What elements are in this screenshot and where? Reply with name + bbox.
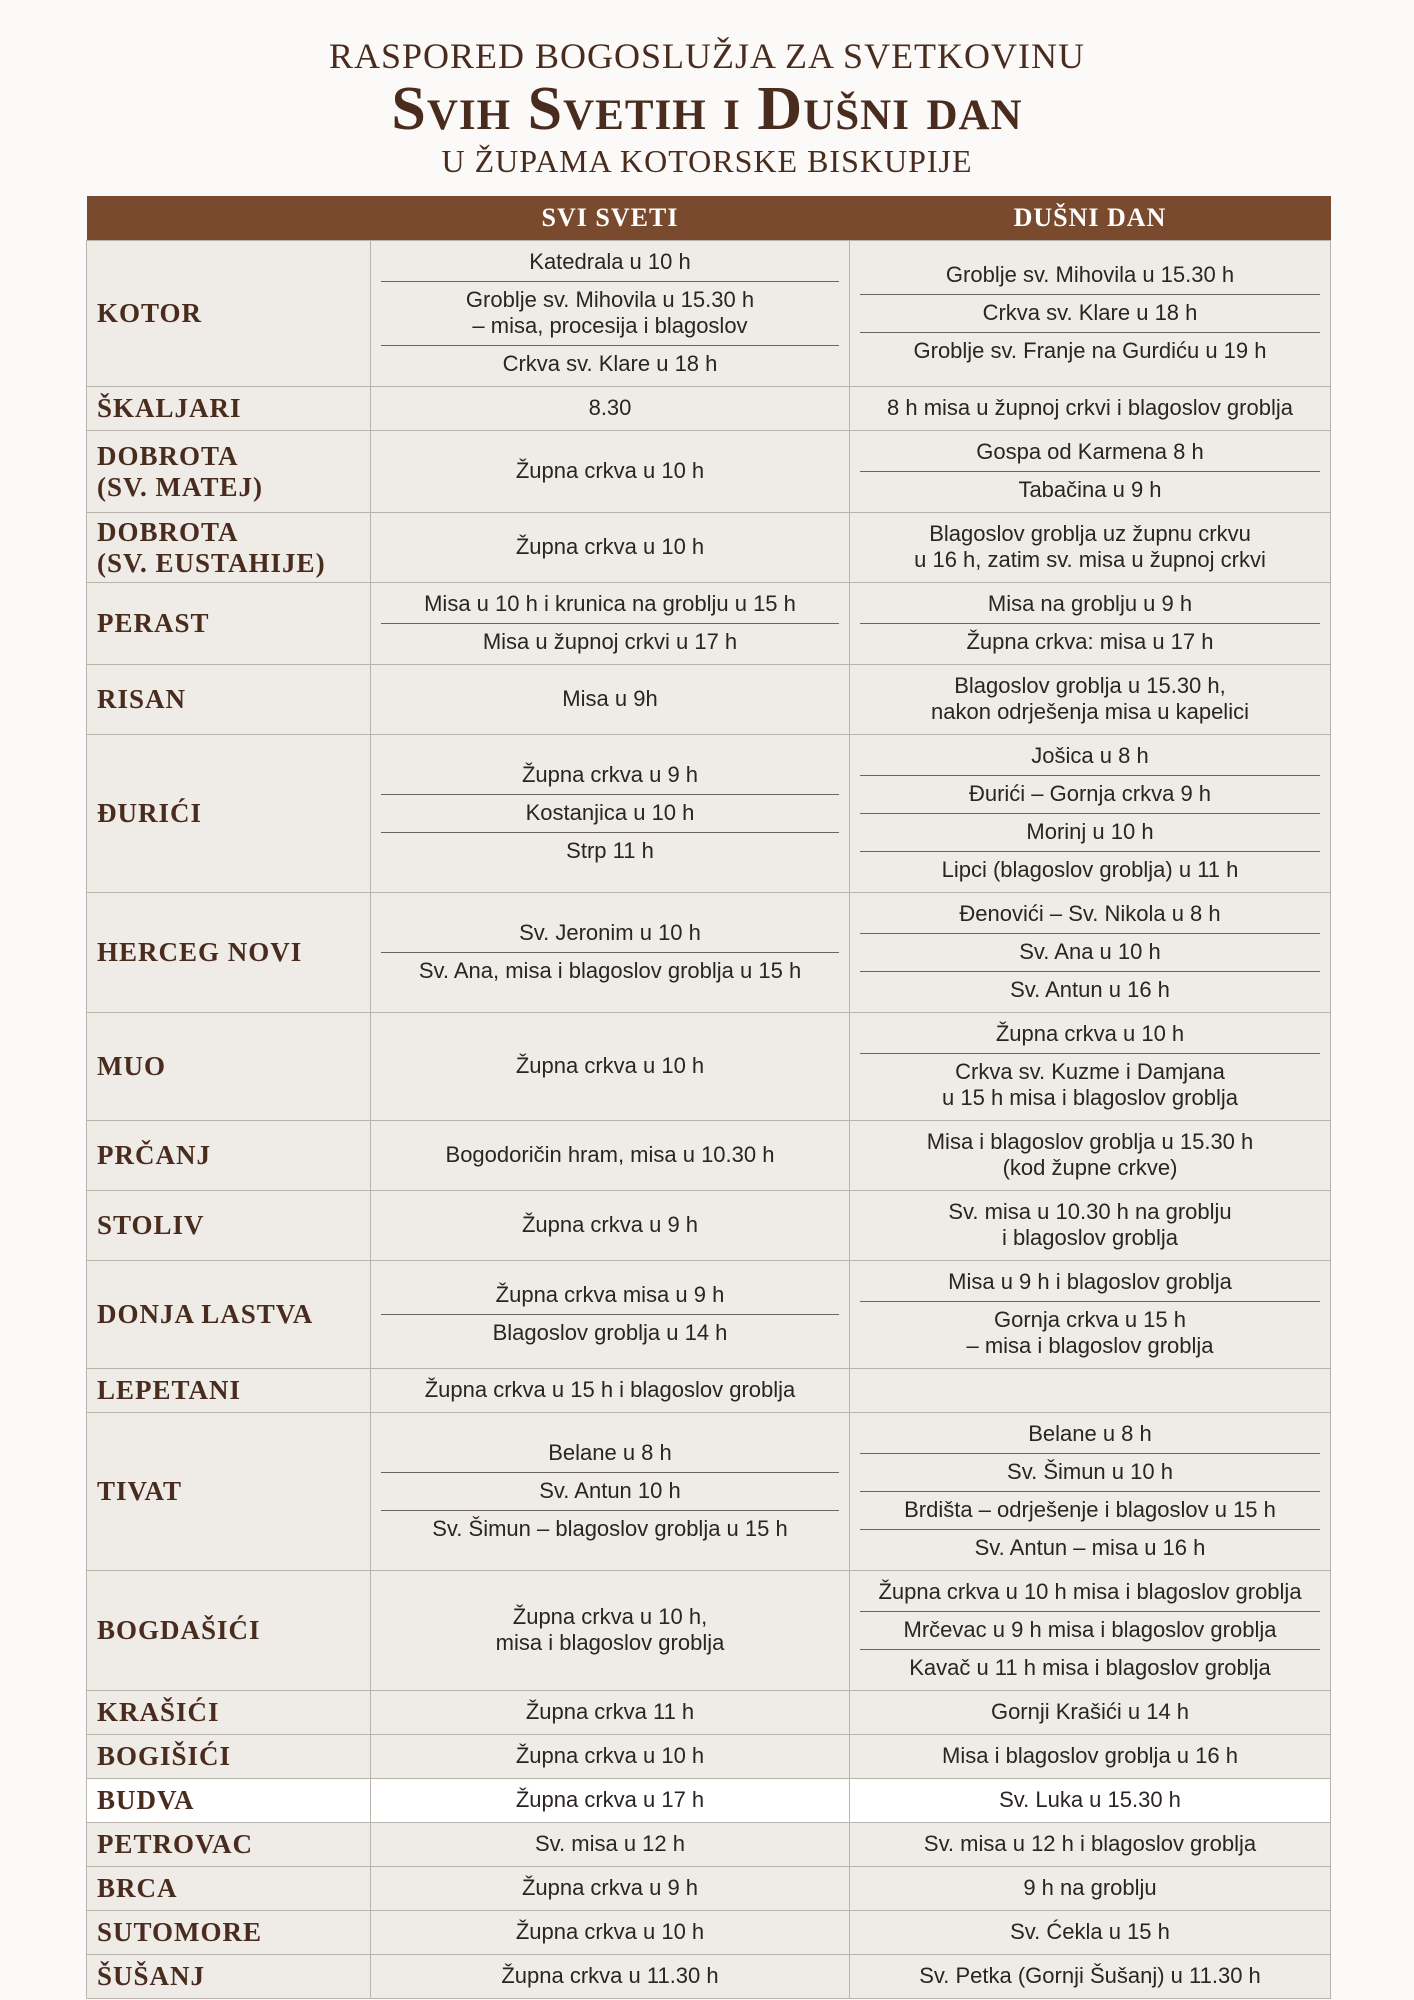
svi-sveti-cell [371, 1121, 850, 1191]
schedule-entry: Kostanjica u 10 h [381, 795, 839, 833]
dusni-dan-cell [850, 1261, 1331, 1369]
svi-sveti-cell [371, 1191, 850, 1261]
dusni-dan-cell [850, 893, 1331, 1013]
table-row [87, 387, 1331, 431]
schedule-entry: Brdišta – odrješenje i blagoslov u 15 h [860, 1492, 1320, 1530]
schedule-entry: Bogodoričin hram, misa u 10.30 h [445, 1142, 775, 1167]
svi-sveti-cell [371, 1369, 850, 1413]
svi-sveti-cell [371, 1013, 850, 1121]
dusni-dan-cell [850, 431, 1331, 513]
schedule-entry: Sv. Šimun u 10 h [860, 1454, 1320, 1492]
schedule-entry: Župna crkva misa u 9 h [381, 1277, 839, 1315]
schedule-entry: Misa u župnoj crkvi u 17 h [482, 629, 738, 654]
schedule-entry: Groblje sv. Mihovila u 15.30 h [860, 257, 1320, 295]
table-row [87, 1413, 1331, 1571]
schedule-entry: Sv. Luka u 15.30 h [999, 1787, 1181, 1812]
svi-sveti-cell [371, 387, 850, 431]
svi-sveti-cell [371, 665, 850, 735]
dusni-dan-cell [850, 1369, 1331, 1413]
schedule-entry: 9 h na groblju [1023, 1875, 1157, 1900]
header-dusni-dan: DUŠNI DAN [850, 196, 1331, 241]
table-header-row [87, 196, 1331, 241]
schedule-entry: Sv. misa u 12 h i blagoslov groblja [923, 1831, 1257, 1856]
schedule-entry: Sv. Ana, misa i blagoslov groblja u 15 h [418, 958, 802, 983]
dusni-dan-cell [850, 1823, 1331, 1867]
dusni-dan-cell [850, 513, 1331, 583]
parish-name: KOTOR [87, 241, 371, 387]
schedule-entry: Sv. misa u 10.30 h na groblju i blagoslov groblja [948, 1199, 1232, 1250]
schedule-entry: 8.30 [588, 395, 632, 420]
parish-name: STOLIV [87, 1191, 371, 1261]
schedule-entry: Misa u 9 h i blagoslov groblja [860, 1264, 1320, 1302]
schedule-entry: Strp 11 h [566, 838, 654, 863]
svi-sveti-cell [371, 1779, 850, 1823]
svi-sveti-cell [371, 1571, 850, 1691]
table-row [87, 1191, 1331, 1261]
header-blank [87, 196, 371, 241]
svi-sveti-cell [371, 241, 850, 387]
title-main: Svih Svetih i Dušni dan [391, 75, 1023, 143]
schedule-entry: Jošica u 8 h [860, 738, 1320, 776]
dusni-dan-cell [850, 1191, 1331, 1261]
schedule-entry: Blagoslov groblja uz župnu crkvu u 16 h, zatim sv. misa u župnoj crkvi [914, 521, 1266, 572]
schedule-entry: Misa u 10 h i krunica na groblju u 15 h [381, 586, 839, 624]
schedule-entry: Lipci (blagoslov groblja) u 11 h [941, 857, 1239, 882]
schedule-entry: Gornja crkva u 15 h – misa i blagoslov groblja [966, 1307, 1214, 1358]
dusni-dan-cell [850, 1121, 1331, 1191]
schedule-entry: Blagoslov groblja u 14 h [492, 1320, 728, 1345]
schedule-entry: Belane u 8 h [381, 1435, 839, 1473]
schedule-entry: Župna crkva u 10 h [515, 534, 705, 559]
dusni-dan-cell [850, 583, 1331, 665]
svi-sveti-cell [371, 1955, 850, 1999]
table-row [87, 665, 1331, 735]
table-row [87, 1369, 1331, 1413]
schedule-entry: Sv. Antun u 16 h [1010, 977, 1170, 1002]
parish-name: PETROVAC [87, 1823, 371, 1867]
dusni-dan-cell [850, 1735, 1331, 1779]
dusni-dan-cell [850, 1013, 1331, 1121]
title-line-3: U ŽUPAMA KOTORSKE BISKUPIJE [441, 143, 973, 179]
schedule-entry: Župna crkva u 10 h [515, 1919, 705, 1944]
svi-sveti-cell [371, 1867, 850, 1911]
dusni-dan-cell [850, 1955, 1331, 1999]
schedule-entry: Belane u 8 h [860, 1416, 1320, 1454]
schedule-entry: Sv. misa u 12 h [535, 1831, 685, 1856]
table-row [87, 1261, 1331, 1369]
parish-name: BRCA [87, 1867, 371, 1911]
dusni-dan-cell [850, 1779, 1331, 1823]
table-row [87, 513, 1331, 583]
dusni-dan-cell [850, 1413, 1331, 1571]
dusni-dan-cell [850, 1571, 1331, 1691]
table-row [87, 1867, 1331, 1911]
schedule-entry: Župna crkva u 10 h misa i blagoslov groblja [860, 1574, 1320, 1612]
schedule-entry: Crkva sv. Klare u 18 h [860, 295, 1320, 333]
parish-name: DOBROTA (SV. EUSTAHIJE) [87, 513, 371, 583]
table-row [87, 893, 1331, 1013]
parish-name: ŠKALJARI [87, 387, 371, 431]
schedule-entry: Kavač u 11 h misa i blagoslov groblja [909, 1655, 1271, 1680]
schedule-entry: Župna crkva u 11.30 h [501, 1963, 719, 1988]
svi-sveti-cell [371, 1911, 850, 1955]
dusni-dan-cell [850, 665, 1331, 735]
table-row [87, 1823, 1331, 1867]
table-row [87, 1013, 1331, 1121]
svi-sveti-cell [371, 583, 850, 665]
parish-name: PERAST [87, 583, 371, 665]
schedule-entry: Sv. Ana u 10 h [860, 934, 1320, 972]
parish-name: DOBROTA (SV. MATEJ) [87, 431, 371, 513]
schedule-entry: Župna crkva u 9 h [521, 1212, 699, 1237]
schedule-entry: Groblje sv. Mihovila u 15.30 h – misa, procesija i blagoslov [381, 282, 839, 346]
table-row [87, 1121, 1331, 1191]
table-body [87, 241, 1331, 1999]
svi-sveti-cell [371, 1413, 850, 1571]
schedule-entry: Župna crkva u 10 h [515, 1743, 705, 1768]
schedule-entry: Župna crkva u 10 h, misa i blagoslov groblja [495, 1604, 725, 1655]
parish-name: ĐURIĆI [87, 735, 371, 893]
parish-name: ŠUŠANJ [87, 1955, 371, 1999]
schedule-entry: Misa i blagoslov groblja u 15.30 h (kod župne crkve) [926, 1129, 1254, 1180]
svi-sveti-cell [371, 431, 850, 513]
svi-sveti-cell [371, 893, 850, 1013]
schedule-entry: Sv. Petka (Gornji Šušanj) u 11.30 h [919, 1963, 1261, 1988]
title-line-1: RASPORED BOGOSLUŽJA ZA SVETKOVINU [328, 36, 1086, 76]
svi-sveti-cell [371, 1691, 850, 1735]
parish-name: SUTOMORE [87, 1911, 371, 1955]
schedule-entry: Misa u 9h [562, 686, 658, 711]
table-row [87, 1691, 1331, 1735]
parish-name: TIVAT [87, 1413, 371, 1571]
schedule-entry: Župna crkva u 10 h [515, 458, 705, 483]
table-row [87, 1779, 1331, 1823]
schedule-entry: Župna crkva u 9 h [381, 757, 839, 795]
table-row [87, 1571, 1331, 1691]
schedule-entry: Crkva sv. Kuzme i Damjana u 15 h misa i blagoslov groblja [942, 1059, 1238, 1110]
parish-name: BOGIŠIĆI [87, 1735, 371, 1779]
schedule-entry: Župna crkva 11 h [525, 1699, 695, 1724]
dusni-dan-cell [850, 241, 1331, 387]
table-row [87, 241, 1331, 387]
schedule-entry: Misa i blagoslov groblja u 16 h [942, 1743, 1238, 1768]
schedule-entry: Župna crkva u 9 h [521, 1875, 699, 1900]
schedule-entry: Gornji Krašići u 14 h [990, 1699, 1190, 1724]
parish-name: MUO [87, 1013, 371, 1121]
schedule-entry: Župna crkva: misa u 17 h [966, 629, 1214, 654]
schedule-entry: Župna crkva u 17 h [515, 1787, 705, 1812]
parish-name: BOGDAŠIĆI [87, 1571, 371, 1691]
schedule-entry: Sv. Šimun – blagoslov groblja u 15 h [432, 1516, 788, 1541]
table-row [87, 1955, 1331, 1999]
dusni-dan-cell [850, 735, 1331, 893]
schedule-entry: Sv. Antun – misa u 16 h [974, 1535, 1206, 1560]
schedule-entry: Đurići – Gornja crkva 9 h [860, 776, 1320, 814]
schedule-entry: Morinj u 10 h [860, 814, 1320, 852]
schedule-entry: Sv. Jeronim u 10 h [381, 915, 839, 953]
svi-sveti-cell [371, 1823, 850, 1867]
header-svi-sveti: SVI SVETI [371, 196, 850, 241]
schedule-entry: Gospa od Karmena 8 h [860, 434, 1320, 472]
parish-name: DONJA LASTVA [87, 1261, 371, 1369]
parish-name: KRAŠIĆI [87, 1691, 371, 1735]
schedule-entry: Đenovići – Sv. Nikola u 8 h [860, 896, 1320, 934]
parish-name: RISAN [87, 665, 371, 735]
parish-name: HERCEG NOVI [87, 893, 371, 1013]
schedule-entry: Crkva sv. Klare u 18 h [502, 351, 718, 376]
schedule-entry: Župna crkva u 10 h [515, 1053, 705, 1078]
table-row [87, 735, 1331, 893]
dusni-dan-cell [850, 1911, 1331, 1955]
parish-name: BUDVA [87, 1779, 371, 1823]
table-row [87, 431, 1331, 513]
schedule-entry: Župna crkva u 15 h i blagoslov groblja [424, 1377, 796, 1402]
dusni-dan-cell [850, 1867, 1331, 1911]
schedule-entry: Katedrala u 10 h [381, 244, 839, 282]
table-row [87, 1735, 1331, 1779]
parish-name: PRČANJ [87, 1121, 371, 1191]
dusni-dan-cell [850, 387, 1331, 431]
schedule-entry: Tabačina u 9 h [1018, 477, 1162, 502]
schedule-entry: Blagoslov groblja u 15.30 h, nakon odrješenja misa u kapelici [931, 673, 1249, 724]
schedule-entry: Groblje sv. Franje na Gurdiću u 19 h [913, 338, 1267, 363]
svi-sveti-cell [371, 513, 850, 583]
schedule-table [86, 196, 1331, 1999]
schedule-entry: Župna crkva u 10 h [860, 1016, 1320, 1054]
parish-name: LEPETANI [87, 1369, 371, 1413]
schedule-entry: Sv. Ćekla u 15 h [1010, 1919, 1170, 1944]
schedule-entry: Misa na groblju u 9 h [860, 586, 1320, 624]
schedule-entry: Sv. Antun 10 h [381, 1473, 839, 1511]
table-row [87, 1911, 1331, 1955]
svi-sveti-cell [371, 1261, 850, 1369]
schedule-entry: Mrčevac u 9 h misa i blagoslov groblja [860, 1612, 1320, 1650]
svi-sveti-cell [371, 735, 850, 893]
dusni-dan-cell [850, 1691, 1331, 1735]
table-row [87, 583, 1331, 665]
schedule-entry: 8 h misa u župnoj crkvi i blagoslov groblja [887, 395, 1293, 420]
svi-sveti-cell [371, 1735, 850, 1779]
